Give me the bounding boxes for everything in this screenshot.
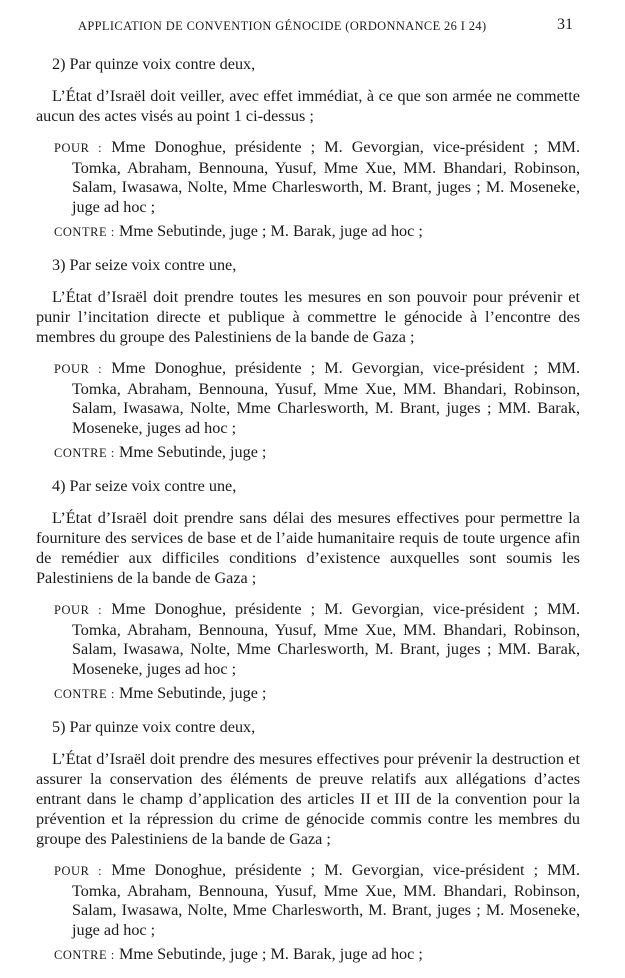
vote-contre — [36, 443, 580, 464]
vote-pour — [36, 600, 580, 679]
vote-pour-label: POUR : — [54, 141, 103, 155]
vote-contre-label: CONTRE : — [54, 446, 115, 461]
clause-paragraph: L’État d’Israël doit veiller, avec effet immédiat, à ce que son armée ne commette aucun des actes visés au point 1 ci-dessus ; — [36, 87, 580, 125]
clause-vote-count: 4) Par seize voix contre une, — [52, 476, 237, 495]
vote-pour-label: POUR : — [54, 602, 103, 617]
vote-contre-judges: Mme Sebutinde, juge ; M. Barak, juge ad hoc ; — [118, 945, 423, 964]
vote-pour-label: POUR : — [54, 361, 103, 376]
vote-pour-label: POUR : — [54, 863, 103, 878]
vote-contre — [36, 684, 580, 705]
clause-paragraph: L’État d’Israël doit prendre des mesures effectives pour prévenir la destruction et assurer la conservation des éléments de preuve relatifs aux allégations d’actes entrant dans le champ d’application des articles II et III de la convention pour la prévention et la répression du crime de génocide commis contre les membres du groupe des Palestiniens de la bande de Gaza ; — [36, 749, 580, 848]
vote-contre — [36, 945, 580, 966]
vote-contre-judges: Mme Sebutinde, juge ; — [118, 684, 267, 703]
vote-pour-judges: Mme Donoghue, présidente ; M. Gevorgian, vice-président ; MM. Tomka, Abraham, Bennouna, Yusuf, Mme Xue, MM. Bhandari, Robinson, Salam, Iwasawa, Nolte, Mme Charlesworth, M. Brant, juges ; MM. Barak, Moseneke, juges ad hoc ; — [72, 599, 580, 678]
vote-pour-judges: Mme Donoghue, présidente ; M. Gevorgian, vice-président ; MM. Tomka, Abraham, Bennouna, Yusuf, Mme Xue, MM. Bhandari, Robinson, Salam, Iwasawa, Nolte, Mme Charlesworth, M. Brant, juges ; MM. Barak, Moseneke, juges ad hoc ; — [72, 358, 580, 437]
operative-clauses — [36, 54, 580, 978]
vote-contre-judges: Mme Sebutinde, juge ; M. Barak, juge ad hoc ; — [118, 222, 423, 241]
vote-contre — [36, 222, 580, 243]
vote-pour-judges: Mme Donoghue, présidente ; M. Gevorgian, vice-président ; MM. Tomka, Abraham, Bennouna, Yusuf, Mme Xue, MM. Bhandari, Robinson, Salam, Iwasawa, Nolte, Mme Charlesworth, M. Brant, juges ; M. Moseneke, juge ad hoc ; — [72, 860, 580, 939]
vote-contre-label: CONTRE : — [54, 687, 115, 702]
clause-paragraph: L’État d’Israël doit prendre sans délai des mesures effectives pour permettre la fourniture des services de base et de l’aide humanitaire requis de toute urgence afin de remédier aux difficiles conditions d’existence auxquelles sont soumis les Palestiniens de la bande de Gaza ; — [36, 508, 580, 587]
header-title: APPLICATION DE CONVENTION GÉNOCIDE (ORDONNANCE 26 I 24) — [78, 19, 487, 33]
vote-pour — [36, 138, 580, 217]
clause-paragraph: L’État d’Israël doit prendre toutes les mesures en son pouvoir pour prévenir et punir l’incitation directe et publique à commettre le génocide à l’encontre des membres du groupe des Palestiniens de la bande de Gaza ; — [36, 287, 580, 346]
running-header — [78, 16, 598, 38]
clause-vote-count: 3) Par seize voix contre une, — [52, 255, 237, 274]
vote-contre-judges: Mme Sebutinde, juge ; — [118, 443, 267, 462]
clause-vote-count: 2) Par quinze voix contre deux, — [52, 55, 256, 73]
vote-pour — [36, 861, 580, 940]
vote-pour-judges: Mme Donoghue, présidente ; M. Gevorgian, vice-président ; MM. Tomka, Abraham, Bennouna, Yusuf, Mme Xue, MM. Bhandari, Robinson, Salam, Iwasawa, Nolte, Mme Charlesworth, M. Brant, juges ; M. Moseneke, juge ad hoc ; — [72, 138, 580, 216]
vote-contre-label: CONTRE : — [54, 948, 115, 963]
vote-contre-label: CONTRE : — [54, 225, 115, 240]
clause-vote-count: 5) Par quinze voix contre deux, — [52, 717, 256, 736]
page-number: 31 — [557, 16, 573, 33]
vote-pour — [36, 359, 580, 438]
